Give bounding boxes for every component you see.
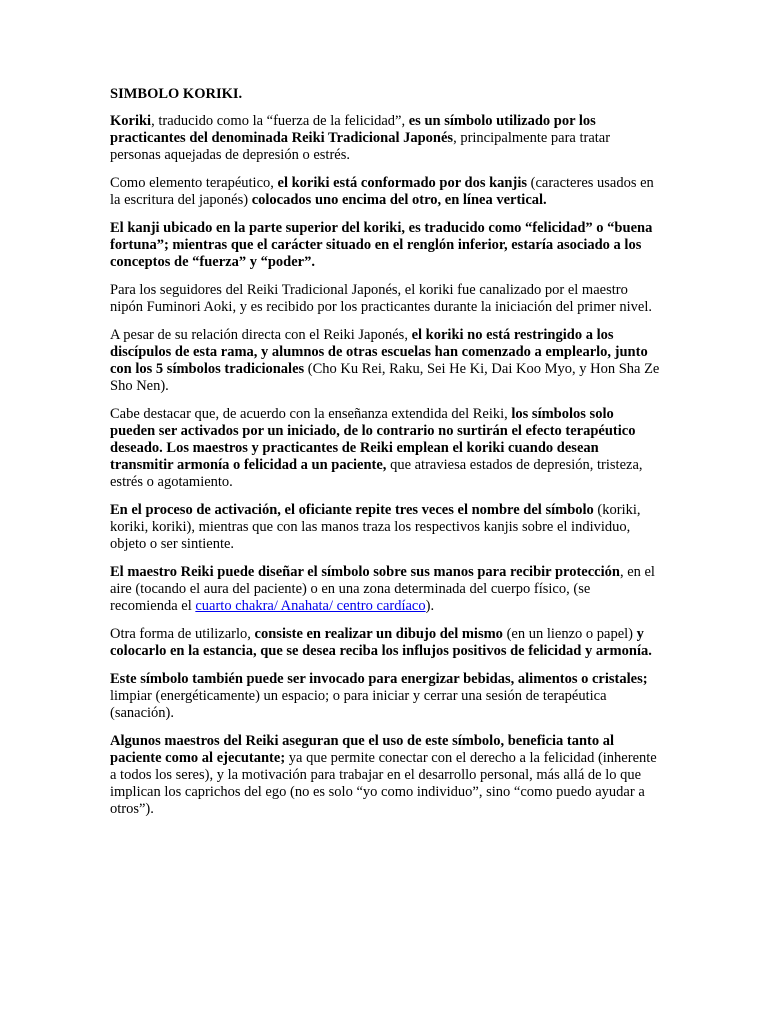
document-body (110, 86, 660, 829)
text-segment: limpiar (energéticamente) un espacio; o para iniciar y cerrar una sesión de terapéutica (sanación). (110, 688, 607, 721)
text-segment: que atraviesa estados de depresión, tristeza, estrés o agotamiento. (110, 457, 643, 490)
bold-text: En el proceso de activación, el oficiante repite tres veces el nombre del símbolo (110, 502, 594, 518)
text-segment: ). (425, 598, 435, 614)
text-segment: Cabe destacar que, de acuerdo con la enseñanza extendida del Reiki, (110, 406, 512, 422)
text-segment: (Cho Ku Rei, Raku, Sei He Ki, Dai Koo Myo, y Hon Sha Ze Sho Nen). (110, 361, 660, 394)
paragraph (110, 671, 660, 722)
paragraph (110, 564, 660, 615)
bold-text: es un símbolo utilizado por los practicantes del denominada Reiki Tradicional Japonés (110, 113, 596, 146)
bold-text: Koriki (110, 113, 152, 129)
bold-text: el koriki no está restringido a los discípulos de esta rama, y alumnos de otras escuelas han comenzado a emplearlo, junto con los 5 símbolos tradicionales (110, 327, 648, 377)
paragraph (110, 733, 660, 818)
paragraph (110, 626, 660, 660)
paragraph-list (110, 113, 660, 818)
bold-text: Algunos maestros del Reiki aseguran que el uso de este símbolo, beneficia tanto al paciente como al ejecutante; (110, 733, 615, 766)
text-segment: Para los seguidores del Reiki Tradicional Japonés, el koriki fue canalizado por el maestro nipón Fuminori Aoki, y es recibido por los practicantes durante la iniciación del primer nivel. (110, 282, 653, 315)
document-title: SIMBOLO KORIKI. (110, 86, 243, 102)
text-segment: Otra forma de utilizarlo, (110, 626, 255, 642)
inline-link[interactable]: cuarto chakra/ Anahata/ centro cardíaco (195, 598, 426, 614)
text-segment: , traducido como la “fuerza de la felicidad”, (151, 113, 409, 129)
text-segment: (en un lienzo o papel) (502, 626, 637, 642)
bold-text: y colocarlo en la estancia, que se desea reciba los influjos positivos de felicidad y armonía. (110, 626, 652, 659)
bold-text: Este símbolo también puede ser invocado para energizar bebidas, alimentos o cristales; (110, 671, 648, 687)
text-segment: A pesar de su relación directa con el Reiki Japonés, (110, 327, 412, 343)
bold-text: colocados uno encima del otro, en línea vertical. (251, 192, 547, 208)
text-segment: , principalmente para tratar personas aquejadas de depresión o estrés. (110, 130, 611, 163)
text-segment: (caracteres usados en la escritura del japonés) (110, 175, 654, 208)
paragraph (110, 327, 660, 395)
bold-text: los símbolos solo pueden ser activados por un iniciado, de lo contrario no surtirán el efecto terapéutico deseado. Los maestros y practicantes de Reiki emplean el koriki cuando desean transmitir armonía o felicidad a un paciente, (110, 406, 636, 473)
paragraph (110, 502, 660, 553)
paragraph (110, 406, 660, 491)
bold-text: El maestro Reiki puede diseñar el símbolo sobre sus manos para recibir protección (110, 564, 620, 580)
paragraph (110, 175, 660, 209)
bold-text: consiste en realizar un dibujo del mismo (254, 626, 503, 642)
paragraph (110, 113, 660, 164)
text-segment: ya que permite conectar con el derecho a la felicidad (inherente a todos los seres), y la motivación para trabajar en el desarrollo personal, más allá de lo que implican los caprichos del ego (no es solo “yo como individuo”, sino “como puedo ayudar a otros”). (110, 750, 657, 817)
text-segment: (koriki, koriki, koriki), mientras que con las manos traza los respectivos kanjis sobre el individuo, objeto o ser sintiente. (110, 502, 641, 552)
text-segment: , en el aire (tocando el aura del paciente) o en una zona determinada del cuerpo físico, (se recomienda el (110, 564, 655, 614)
text-segment: Como elemento terapéutico, (110, 175, 278, 191)
bold-text: el koriki está conformado por dos kanjis (277, 175, 527, 191)
paragraph (110, 220, 660, 271)
bold-text: El kanji ubicado en la parte superior del koriki, es traducido como “felicidad” o “buena fortuna”; mientras que el carácter situado en el renglón inferior, estaría asociado a los conceptos de “fuerza” y “poder”. (110, 220, 653, 270)
paragraph (110, 282, 660, 316)
